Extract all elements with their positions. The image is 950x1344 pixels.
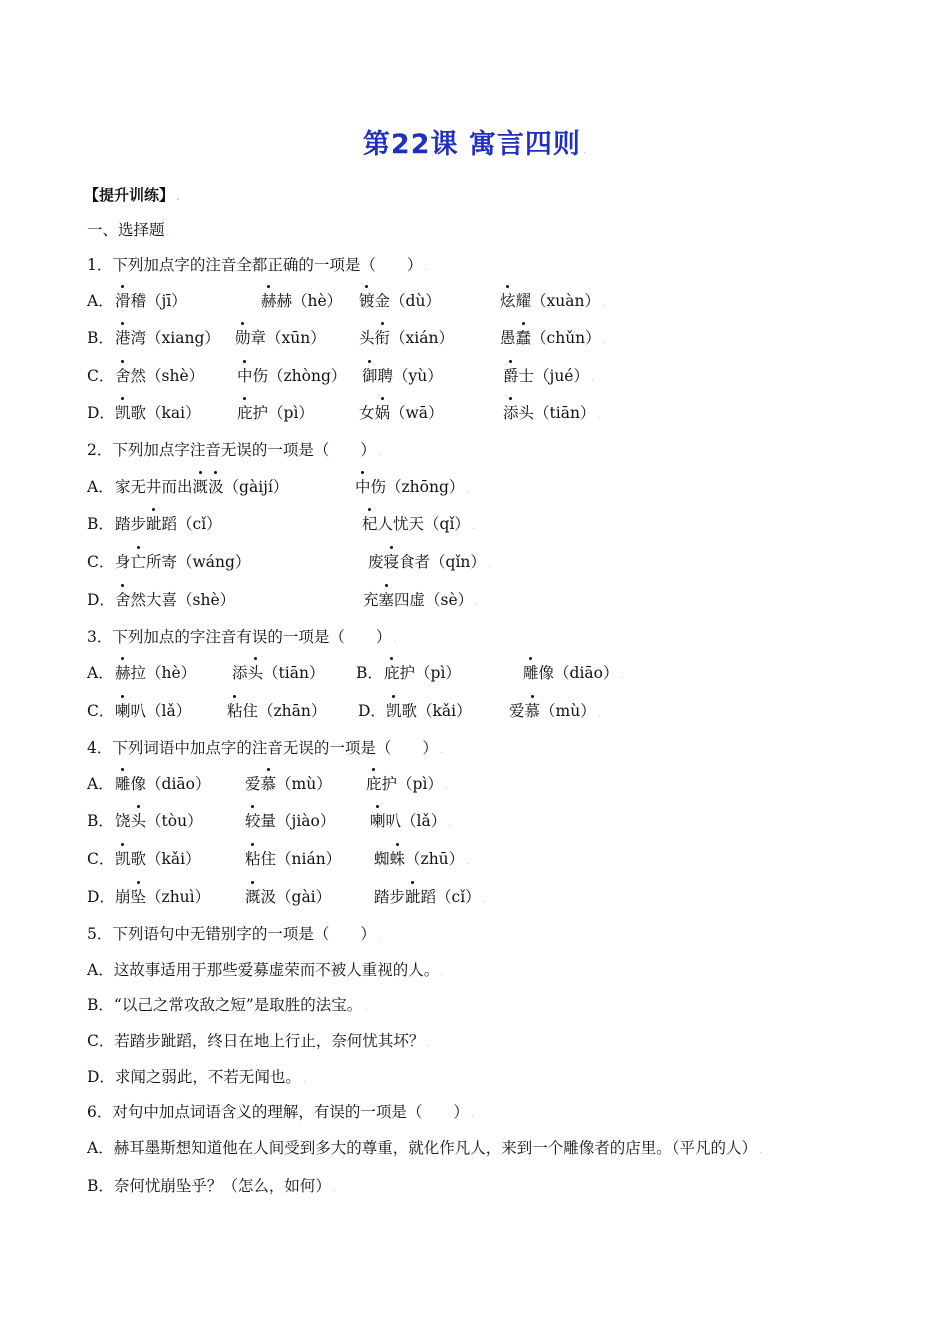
question-text: 4．下列词语中加点字的注音无误的一项是（ ） [87, 739, 438, 757]
option-letter: B． [87, 329, 114, 347]
option-item: 舍然大喜（shè） [115, 587, 235, 613]
paragraph-mark: . [441, 968, 445, 978]
option-item: 蜘蛛（zhū） . [374, 846, 469, 875]
option-item: 凯歌（kai） [115, 400, 201, 426]
option-letter: B． [87, 515, 114, 533]
option-item: 凯歌（kǎi） [115, 846, 201, 872]
option-text: C．若踏步跐蹈，终日在地上行止，奈何忧其坏？ [87, 1032, 425, 1050]
q6-option-a [87, 1135, 762, 1161]
lesson-title-text: 第22课 寓言四则 [362, 129, 581, 160]
option-item: 庇护（pì） [237, 400, 314, 426]
question-text: 1．下列加点字的注音全都正确的一项是（ ） [87, 256, 423, 274]
paragraph-mark: . [758, 1146, 762, 1156]
lesson-title [0, 122, 950, 161]
option-item: 赫赫（hè） [261, 288, 342, 314]
emphasis-dot-char: 中 [237, 363, 253, 389]
emphasis-dot-char: 赫 [261, 288, 277, 314]
option-letter: A． [87, 292, 114, 310]
option-item: 滑稽（jī） [115, 288, 187, 314]
emphasis-dot-char: 蠢 [516, 325, 532, 351]
option-item: 废寝食者（qǐn） . [368, 549, 491, 578]
option-item: 较量（jiào） [245, 808, 335, 834]
option-item: 女娲（wā） [359, 400, 444, 426]
q4-option-row-a [87, 771, 887, 797]
emphasis-dot-char: 头 [131, 808, 147, 834]
emphasis-dot-char: 凯 [115, 846, 131, 872]
q3-option-row-2 [87, 698, 887, 724]
option-item: 踏步跐蹈（cǐ） . [374, 884, 486, 913]
option-item: 粘住（zhān） [227, 698, 326, 724]
option-letter: B． [356, 664, 383, 682]
emphasis-dot-char: 亡 [131, 549, 147, 575]
question-text: 5．下列语句中无错别字的一项是（ ） [87, 925, 376, 943]
q1-option-row-c [87, 363, 887, 389]
section-heading-text: 【提升训练】 [84, 186, 175, 204]
paragraph-mark: . [364, 1003, 368, 1013]
emphasis-dot-char: 港 [115, 325, 131, 351]
emphasis-dot-char: 杞 [362, 511, 378, 537]
emphasis-dot-char: 溉 [245, 884, 261, 910]
question-5-stem [87, 921, 381, 947]
option-letter: B． [87, 812, 114, 830]
option-item: 中伤（zhòng） [237, 363, 346, 389]
paragraph-mark: . [439, 746, 443, 756]
emphasis-dot-char: 镀 [359, 288, 375, 314]
option-item: 杞人忧天（qǐ） . [362, 511, 475, 540]
emphasis-dot-char: 添 [503, 400, 519, 426]
option-item: 赫拉（hè） [115, 660, 196, 686]
option-letter: C． [87, 553, 115, 571]
q5-option-a [87, 957, 444, 983]
section-heading [84, 182, 179, 208]
emphasis-dot-char: 凯 [386, 698, 402, 724]
emphasis-dot-char: 中 [355, 474, 371, 500]
option-text: B．奈何忧崩坠乎？（怎么，如何） [87, 1177, 331, 1195]
emphasis-dot-char: 凯 [115, 400, 131, 426]
option-item: 踏步跐蹈（cǐ） [115, 511, 222, 537]
q5-option-b [87, 992, 367, 1018]
emphasis-dot-char: 庇 [237, 400, 253, 426]
option-item: 喇叭（lǎ） . [370, 808, 451, 837]
emphasis-dot-char: 塞 [379, 587, 395, 613]
part-heading [87, 217, 169, 243]
option-item: 庇护（pì） [384, 660, 461, 686]
question-text: 3．下列加点的字注音有误的一项是（ ） [87, 628, 392, 646]
option-item: 爱慕（mù） [245, 771, 332, 797]
question-text: 6．对句中加点词语含义的理解，有误的一项是（ ） [87, 1103, 469, 1121]
option-item: 身亡所寄（wáng） [115, 549, 250, 575]
question-1-stem [87, 252, 427, 278]
option-letter: A． [87, 664, 114, 682]
option-letter: C． [87, 850, 115, 868]
option-item: 爱慕（mù） . [509, 698, 601, 727]
paragraph-mark: . [424, 263, 428, 273]
emphasis-dot-char: 舍 [115, 587, 131, 613]
question-3-stem [87, 624, 396, 650]
paragraph-mark: . [582, 145, 588, 156]
option-letter: D． [87, 591, 115, 609]
option-item: 港湾（xiang） [115, 325, 220, 351]
option-letter: D． [358, 702, 386, 720]
option-letter: D． [87, 888, 115, 906]
option-item: 家无井而出溉汲（gàijí） [115, 474, 288, 500]
option-item: 炫耀（xuàn） . [500, 288, 605, 317]
emphasis-dot-char: 滑 [115, 288, 131, 314]
q6-option-b [87, 1173, 336, 1199]
emphasis-dot-char: 炫 [500, 288, 516, 314]
option-text: A．这故事适用于那些爱募虚荣而不被人重视的人。 [87, 961, 440, 979]
option-item: 愚蠢（chǔn） . [500, 325, 606, 354]
q2-option-row-b [87, 511, 887, 537]
option-letter: A． [87, 478, 114, 496]
option-item: 勋章（xūn） [235, 325, 326, 351]
emphasis-dot-char: 雕 [115, 771, 131, 797]
emphasis-dot-char: 蛛 [390, 846, 406, 872]
option-letter: C． [87, 367, 115, 385]
q4-option-row-c [87, 846, 887, 872]
emphasis-dot-char: 爵 [503, 363, 519, 389]
paragraph-mark: . [332, 1184, 336, 1194]
emphasis-dot-char: 汲 [208, 474, 224, 500]
option-item: 溉汲（gài） [245, 884, 331, 910]
emphasis-dot-char: 跐 [405, 884, 421, 910]
emphasis-dot-char: 赫 [115, 660, 131, 686]
q2-option-row-d [87, 587, 887, 613]
option-item: 爵士（jué） . [503, 363, 594, 392]
option-item: 中伤（zhōng） . [355, 474, 469, 503]
paragraph-mark: . [176, 193, 180, 203]
emphasis-dot-char: 舍 [115, 363, 131, 389]
emphasis-dot-char: 庇 [366, 771, 382, 797]
option-letter: D． [87, 404, 115, 422]
option-item: 镀金（dù） [359, 288, 441, 314]
option-letter: C． [87, 702, 115, 720]
option-text: B．“以己之常攻敌之短”是取胜的法宝。 [87, 996, 363, 1014]
question-2-stem [87, 437, 381, 463]
paragraph-mark: . [470, 1110, 474, 1120]
emphasis-dot-char: 御 [362, 363, 378, 389]
option-item: 头衔（xián） [359, 325, 454, 351]
emphasis-dot-char: 慕 [525, 698, 541, 724]
emphasis-dot-char: 庇 [384, 660, 400, 686]
option-item: 添头（tiān） [232, 660, 324, 686]
q4-option-row-b [87, 808, 887, 834]
emphasis-dot-char: 衔 [375, 325, 391, 351]
question-text: 2．下列加点字注音无误的一项是（ ） [87, 441, 376, 459]
option-item: 凯歌（kǎi） [386, 698, 472, 724]
q1-option-row-a [87, 288, 887, 314]
emphasis-dot-char: 娲 [375, 400, 391, 426]
q2-option-row-a [87, 474, 887, 500]
option-item: 舍然（shè） [115, 363, 204, 389]
option-item: 喇叭（lǎ） [115, 698, 191, 724]
option-item: 粘住（nián） [245, 846, 341, 872]
option-item: 崩坠（zhuì） [115, 884, 210, 910]
paragraph-mark: . [377, 448, 381, 458]
emphasis-dot-char: 溉 [193, 474, 209, 500]
option-letter: A． [87, 775, 114, 793]
option-text: A．赫耳墨斯想知道他在人间受到多大的尊重，就化作凡人，来到一个雕像者的店里。（平凡的人） [87, 1139, 757, 1157]
paragraph-mark: . [426, 1039, 430, 1049]
q4-option-row-d [87, 884, 887, 910]
question-6-stem [87, 1099, 474, 1125]
q5-option-d [87, 1064, 306, 1090]
emphasis-dot-char: 寝 [384, 549, 400, 575]
emphasis-dot-char: 慕 [261, 771, 277, 797]
emphasis-dot-char: 坠 [131, 884, 147, 910]
emphasis-dot-char: 较 [245, 808, 261, 834]
q1-option-row-d [87, 400, 887, 426]
emphasis-dot-char: 勋 [235, 325, 251, 351]
option-item: 庇护（pì） . [366, 771, 448, 800]
paragraph-mark: . [302, 1075, 306, 1085]
option-text: D．求闻之弱此，不若无闻也。 [87, 1068, 301, 1086]
q3-option-row-1 [87, 660, 887, 686]
part-heading-text: 一、选择题 [87, 221, 165, 239]
option-item: 御聘（yù） [362, 363, 443, 389]
option-item: 雕像（diāo） . [523, 660, 623, 689]
emphasis-dot-char: 喇 [370, 808, 386, 834]
q2-option-row-c [87, 549, 887, 575]
paragraph-mark: . [377, 932, 381, 942]
q5-option-c [87, 1028, 429, 1054]
emphasis-dot-char: 跐 [146, 511, 162, 537]
q1-option-row-b [87, 325, 887, 351]
emphasis-dot-char: 喇 [115, 698, 131, 724]
emphasis-dot-char: 头 [248, 660, 264, 686]
option-item: 雕像（diāo） [115, 771, 210, 797]
paragraph-mark: . [166, 228, 170, 238]
emphasis-dot-char: 雕 [523, 660, 539, 686]
emphasis-dot-char: 粘 [227, 698, 243, 724]
question-4-stem [87, 735, 443, 761]
option-item: 饶头（tòu） [115, 808, 203, 834]
paragraph-mark: . [393, 635, 397, 645]
option-item: 添头（tiān） . [503, 400, 600, 429]
emphasis-dot-char: 粘 [245, 846, 261, 872]
option-item: 充塞四虚（sè） . [363, 587, 478, 616]
